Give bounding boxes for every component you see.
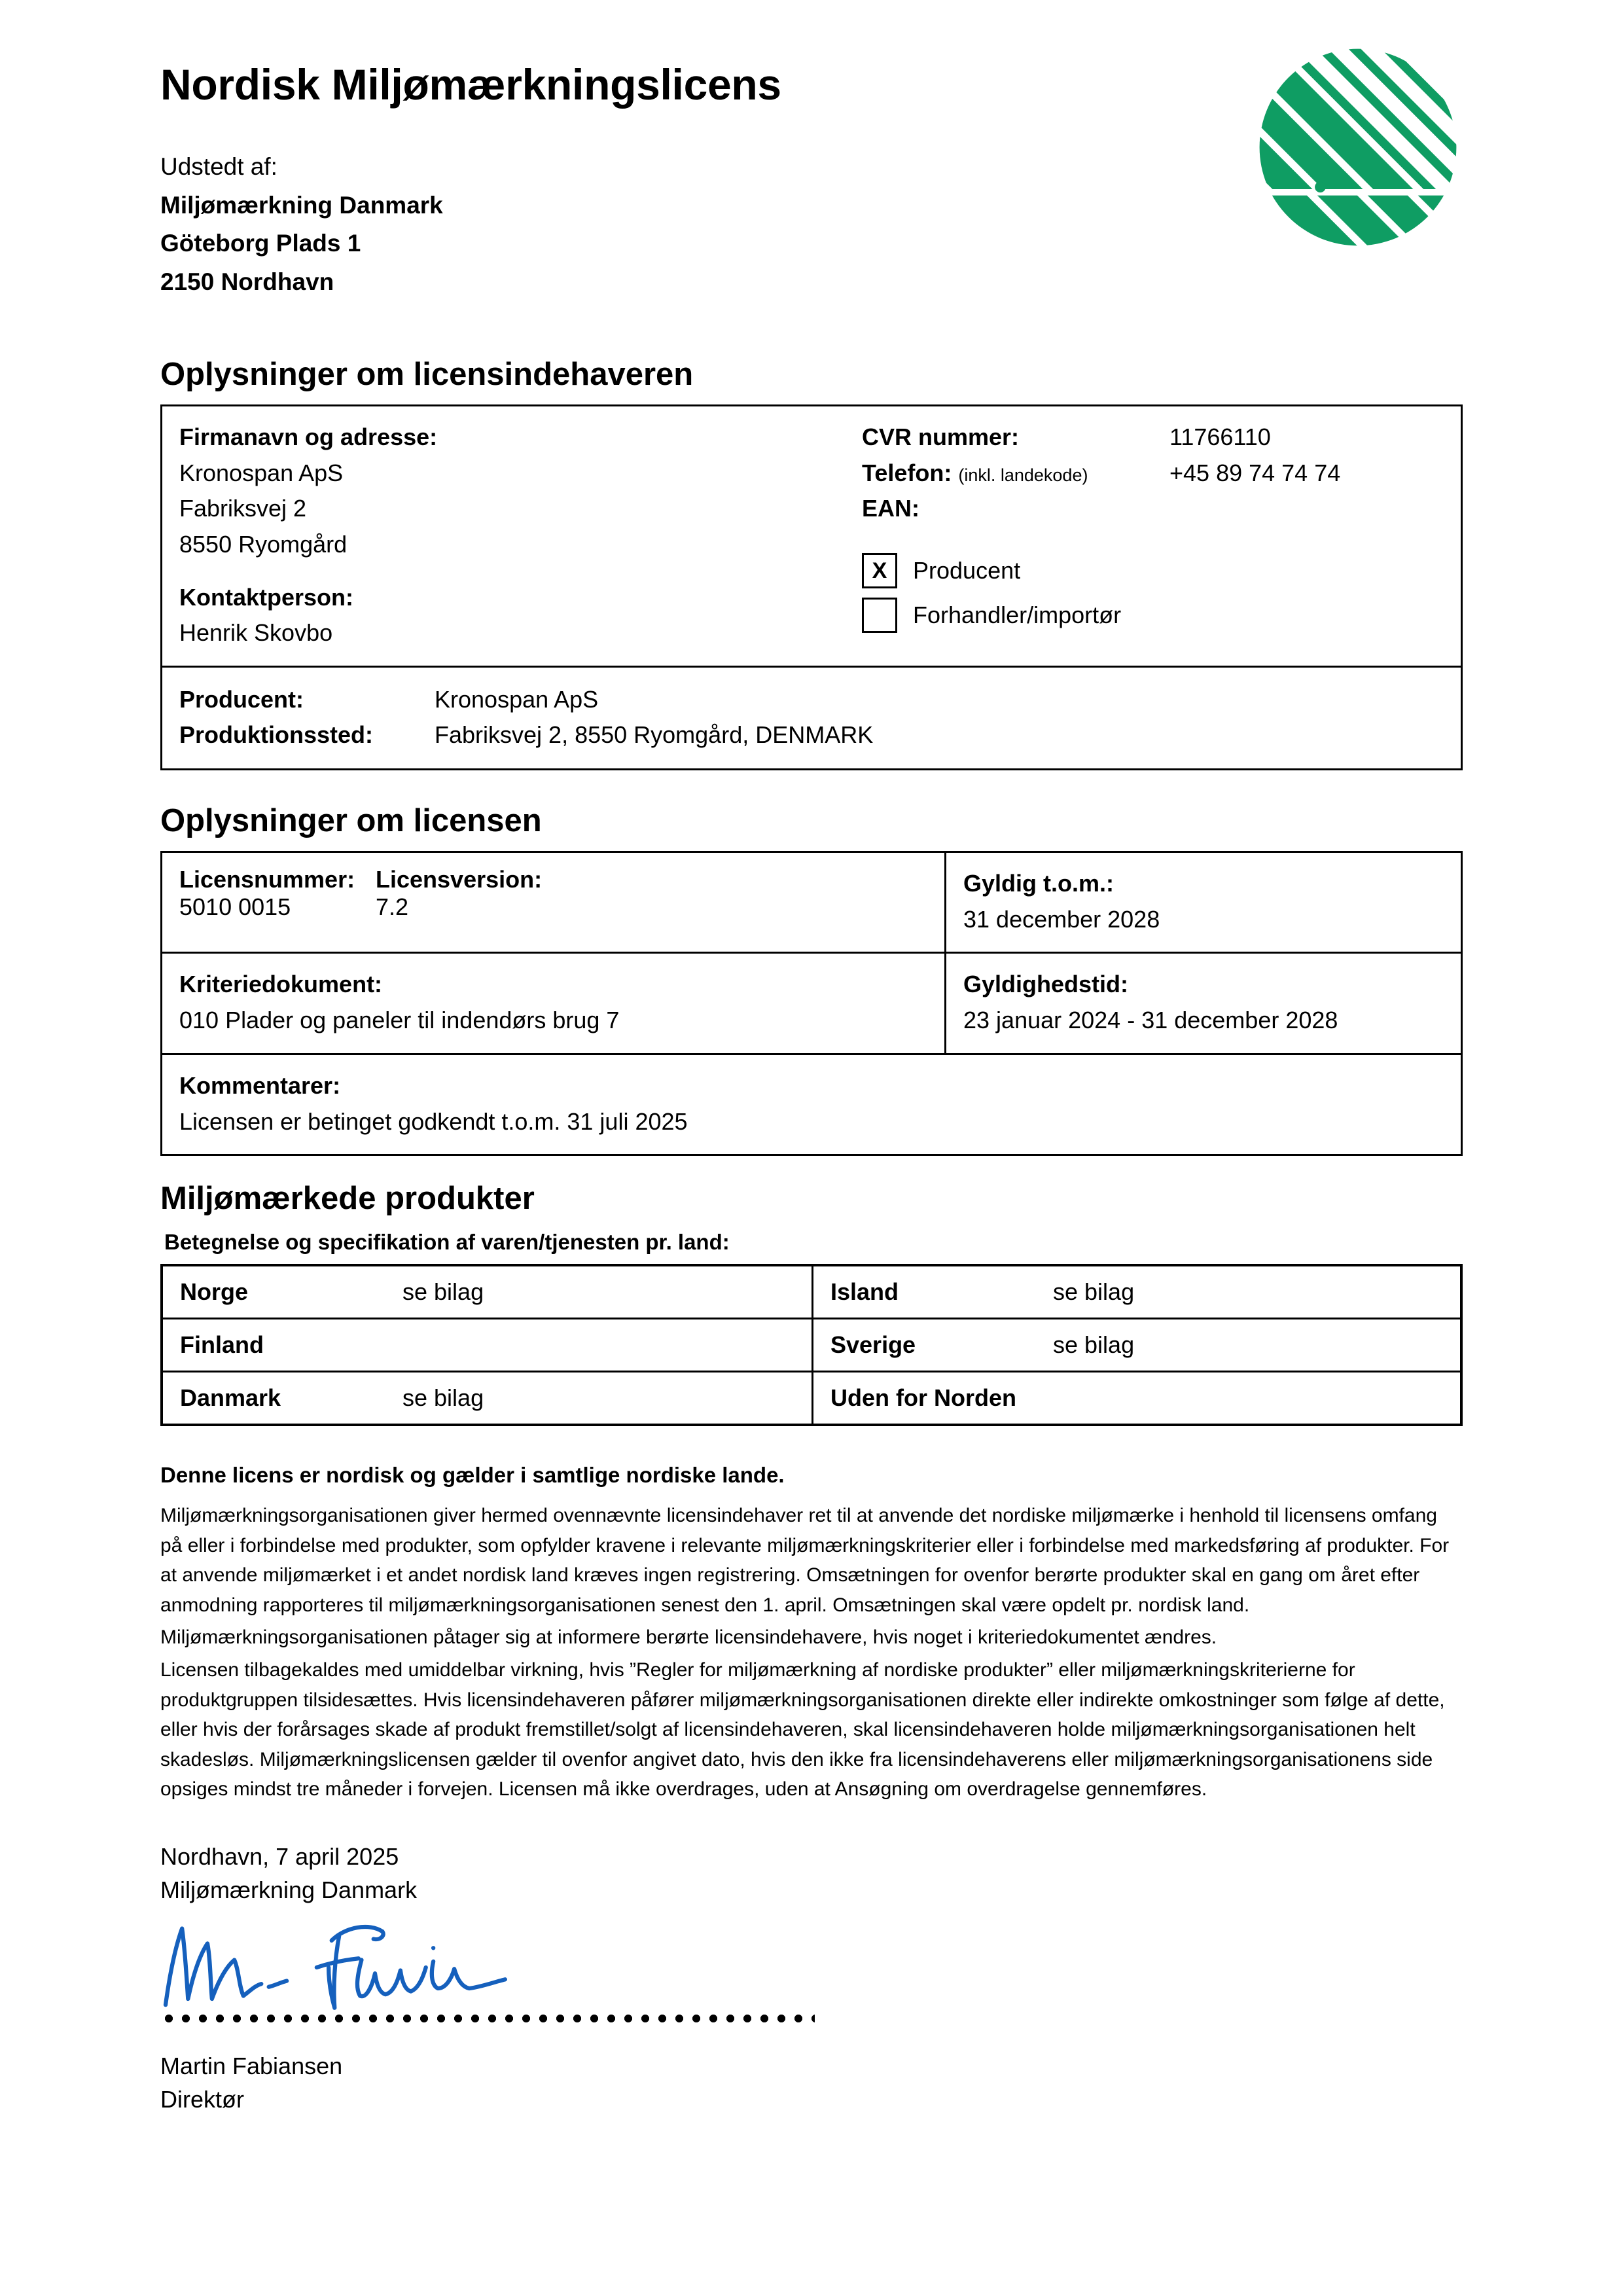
producer-checkbox[interactable]: X	[862, 553, 897, 588]
license-number-label: Licensnummer:	[179, 865, 355, 893]
license-section-heading: Oplysninger om licensen	[160, 803, 542, 839]
valid-until-value: 31 december 2028	[963, 905, 1160, 933]
license-table	[160, 851, 1463, 1156]
valid-until-cell	[944, 853, 1461, 952]
validity-period-cell	[944, 954, 1461, 1052]
production-band	[162, 668, 1461, 768]
cvr-row	[862, 420, 1461, 456]
products-section-heading: Miljømærkede produkter	[160, 1181, 535, 1217]
phone-label	[862, 456, 1169, 492]
production-site-row	[179, 717, 1461, 753]
country-cell-danmark	[163, 1372, 812, 1424]
licensee-section-heading: Oplysninger om licensindehaveren	[160, 357, 694, 392]
phone-row	[862, 456, 1461, 492]
issuer-street: Göteborg Plads 1	[160, 230, 361, 257]
spacer	[862, 527, 1461, 544]
country-value: se bilag	[402, 1278, 484, 1306]
criteria-label: Kriteriedokument:	[179, 971, 383, 998]
document-header	[160, 62, 1463, 324]
signature-line	[160, 2014, 815, 2023]
country-name: Norge	[180, 1278, 249, 1306]
legal-paragraph-2: Miljømærkningsorganisationen påtager sig at informere berørte licensindehavere, hvis noget i kriteriedokumentet ændres.	[160, 1626, 1217, 1649]
legal-paragraph-3: Licensen tilbagekaldes med umiddelbar virkning, hvis ”Regler for miljømærkning af nordiske produkter” eller miljømærkningskriterierne for produktgruppen tilsidesættes. Hvis licensindehaveren påfører miljømærkningsorganisationen direkte eller indirekte omkostninger som følge af dette, eller hvis der forårsages skade af produkt fremstillet/solgt af licensindehaveren, skal licensindehaveren holde miljømærkningsorganisationen helt skadesløs. Miljømærkningslicensen gælder til ovenfor angivet dato, hvis den ikke fra licensindehaverens eller miljømærkningsorganisationens side opsiges mindst tre måneder i forvejen. Licensen må ikke overdrages, uden at Ansøgning om overdragelse gennemføres.	[160, 1659, 1445, 1801]
signature-organisation: Miljømærkning Danmark	[160, 1876, 418, 1904]
country-cell-uden-for-norden	[812, 1372, 1460, 1424]
phone-label-text: Telefon:	[862, 459, 952, 486]
production-site-label: Produktionssted:	[179, 721, 374, 749]
comments-value: Licensen er betinget godkendt t.o.m. 31 juli 2025	[179, 1107, 688, 1135]
company-details-cell	[162, 406, 846, 666]
table-row	[163, 1266, 1460, 1319]
criteria-band	[162, 954, 1461, 1054]
country-cell-finland	[163, 1319, 812, 1371]
license-number-value: 5010 0015	[179, 893, 291, 920]
company-name: Kronospan ApS	[179, 459, 344, 486]
ean-row	[862, 491, 1461, 527]
contact-label: Kontaktperson:	[179, 583, 354, 611]
country-name: Island	[830, 1278, 899, 1306]
producer-checkbox-label: Producent	[913, 556, 1021, 584]
phone-label-sub: (inkl. landekode)	[958, 465, 1088, 485]
company-street: Fabriksvej 2	[179, 495, 307, 522]
company-label: Firmanavn og adresse:	[179, 423, 438, 450]
ean-label: EAN:	[862, 495, 919, 522]
issuer-city: 2150 Nordhavn	[160, 268, 334, 295]
criteria-value: 010 Plader og paneler til indendørs brug 7	[179, 1007, 620, 1034]
role-dealer-row[interactable]	[862, 598, 1461, 633]
dealer-checkbox[interactable]	[862, 598, 897, 633]
country-value: se bilag	[1053, 1331, 1135, 1359]
cvr-value: 11766110	[1169, 423, 1271, 450]
cvr-label: CVR nummer:	[862, 423, 1020, 450]
country-products-table	[160, 1264, 1463, 1426]
producer-row	[179, 682, 1461, 717]
country-name: Uden for Norden	[830, 1384, 1016, 1412]
handwritten-signature	[155, 1913, 574, 2011]
valid-until-label: Gyldig t.o.m.:	[963, 869, 1114, 897]
criteria-cell	[162, 954, 944, 1052]
table-row	[163, 1372, 1460, 1424]
spacer	[179, 563, 846, 580]
registration-details-cell	[846, 406, 1461, 666]
role-producer-row[interactable]	[862, 553, 1461, 588]
table-row	[163, 1319, 1460, 1372]
signer-name: Martin Fabiansen	[160, 2053, 343, 2080]
country-cell-island	[812, 1266, 1460, 1318]
signer-title: Direktør	[160, 2086, 244, 2113]
licensee-details-band	[162, 406, 1461, 668]
issuer-name: Miljømærkning Danmark	[160, 191, 443, 219]
contact-name: Henrik Skovbo	[179, 619, 333, 647]
license-version-label: Licensversion:	[376, 865, 543, 893]
license-version-value: 7.2	[376, 893, 409, 920]
country-cell-sverige	[812, 1319, 1460, 1371]
production-site-value: Fabriksvej 2, 8550 Ryomgård, DENMARK	[435, 721, 874, 749]
phone-value: +45 89 74 74 74	[1169, 459, 1341, 486]
dealer-checkbox-label: Forhandler/importør	[913, 601, 1122, 628]
license-number-cell	[162, 853, 944, 952]
validity-period-value: 23 januar 2024 - 31 december 2028	[963, 1007, 1338, 1034]
legal-heading: Denne licens er nordisk og gælder i samtlige nordiske lande.	[160, 1463, 785, 1488]
comments-label: Kommentarer:	[179, 1071, 341, 1099]
country-name: Finland	[180, 1331, 264, 1359]
products-subheading: Betegnelse og specifikation af varen/tjenesten pr. land:	[164, 1230, 730, 1255]
country-name: Sverige	[830, 1331, 916, 1359]
country-value: se bilag	[1053, 1278, 1135, 1306]
country-cell-norge	[163, 1266, 812, 1318]
validity-period-label: Gyldighedstid:	[963, 971, 1128, 998]
licensee-table	[160, 404, 1463, 770]
legal-paragraph-1: Miljømærkningsorganisationen giver hermed ovennævnte licensindehaver ret til at anvende det nordiske miljømærke i henhold til licensens omfang på eller i forbindelse med produkter, som opfylder kravene i relevante miljømærkningskriterier eller i forbindelse med markedsføring af produkter. For at anvende miljømærket i et andet nordisk land kræves ingen registrering. Omsætningen for ovenfor berørte produkter skal en gang om året efter anmodning rapporteres til miljømærkningsorganisationen senest den 1. april. Omsætningen skal være opdelt pr. nordisk land.	[160, 1505, 1450, 1616]
page-title: Nordisk Miljømærkningslicens	[160, 60, 781, 109]
producer-value: Kronospan ApS	[435, 686, 599, 713]
producer-label: Producent:	[179, 686, 304, 713]
signature-place-date: Nordhavn, 7 april 2025	[160, 1842, 399, 1870]
issued-by-label: Udstedt af:	[160, 153, 277, 181]
license-number-band	[162, 853, 1461, 954]
comments-band	[162, 1055, 1461, 1154]
signature-block	[160, 1840, 1463, 2116]
country-value: se bilag	[402, 1384, 484, 1412]
country-name: Danmark	[180, 1384, 281, 1412]
nordic-swan-ecolabel-logo	[1253, 43, 1463, 252]
company-city: 8550 Ryomgård	[179, 530, 348, 558]
